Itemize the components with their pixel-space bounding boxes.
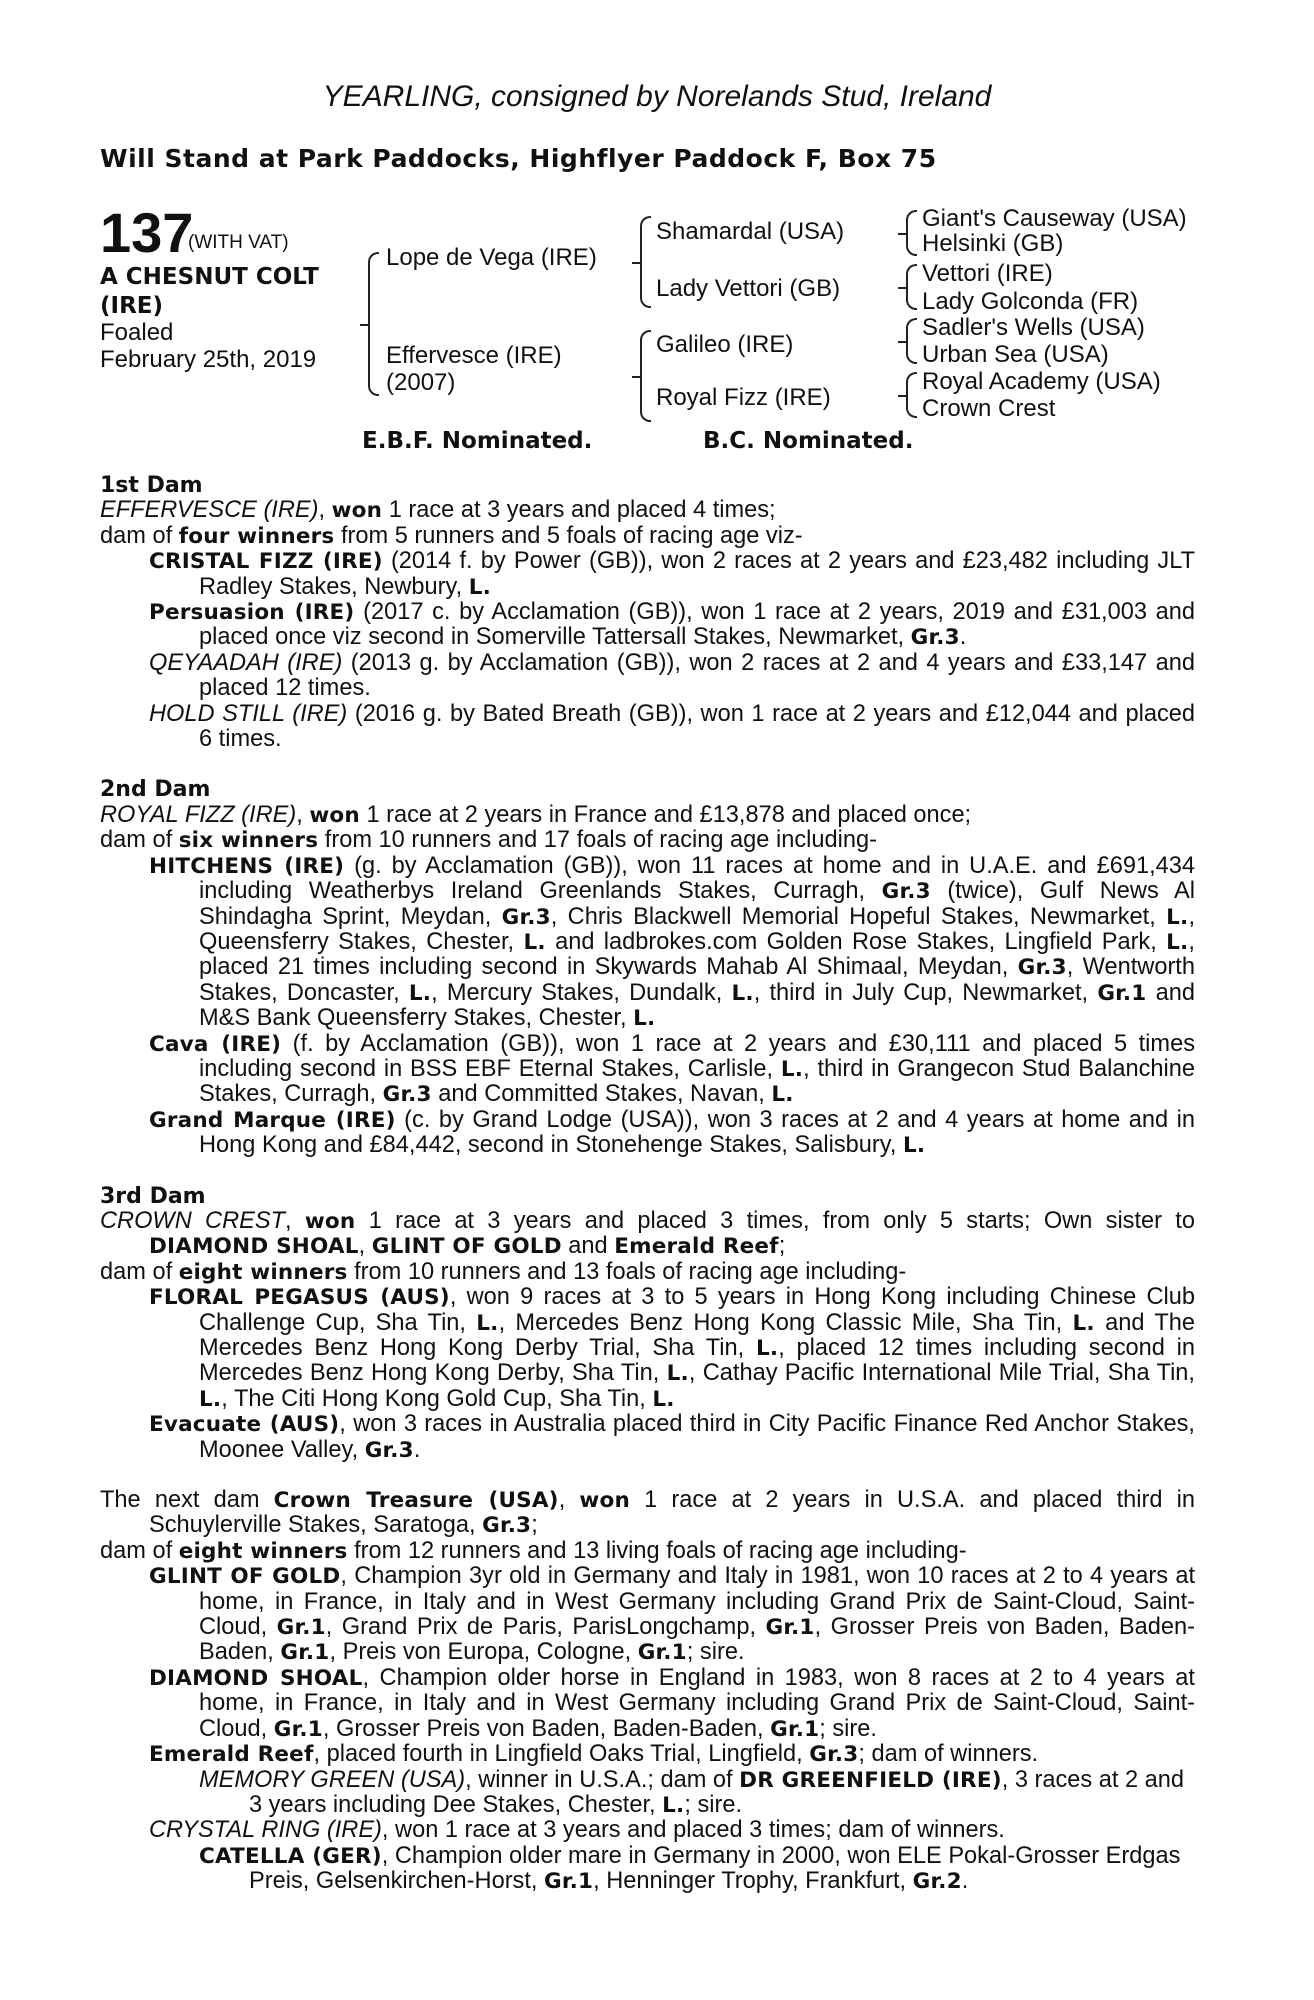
foaled-info — [100, 319, 316, 373]
produce-entry: CATELLA (GER), Champion older mare in Germany in 2000, won ELE Pokal-Grosser Erdgas Preis, Gelsenkirchen-Horst, Gr.1, Henninger Trophy, Frankfurt, Gr.2. — [199, 1842, 1181, 1895]
produce-entry: Persuasion (IRE) (2017 c. by Acclamation (GB)), won 1 race at 2 years, 2019 and £31,003 and placed once viz second in Somerville Tattersall Stakes, Newmarket, Gr.3. — [149, 599, 1195, 651]
produce-entry: Emerald Reef, placed fourth in Lingfield Oaks Trial, Lingfield, Gr.3; dam of winners. — [149, 1741, 1039, 1768]
second-dam-produce-summary: dam of six winners from 10 runners and 17 foals of racing age including- — [100, 827, 877, 854]
foaled-label: Foaled — [100, 319, 174, 346]
second-dam-heading: 2nd Dam — [100, 777, 211, 803]
produce-entry: GLINT OF GOLD, Champion 3yr old in Germany and Italy in 1981, won 10 races at 2 to 4 years at home, in France, in Italy and in West Germany including Grand Prix de Saint-Cloud, Saint-Cloud, Gr.1, Grand Prix de Paris, ParisLongchamp, Gr.1, Grosser Preis von Baden, Baden-Baden, Gr.1, Preis von Europa, Cologne, Gr.1; sire. — [149, 1563, 1196, 1666]
third-dam-record: CROWN CREST, won 1 race at 3 years and placed 3 times, from only 5 starts; Own sister to DIAMOND SHOAL, GLINT OF GOLD and Emerald Reef; — [100, 1207, 1195, 1260]
produce-entry: Grand Marque (IRE) (c. by Grand Lodge (USA)), won 3 races at 2 and 4 years at home and in Hong Kong and £84,442, second in Stonehenge Stakes, Salisbury, L. — [149, 1106, 1195, 1159]
pedigree-dam-dam: Royal Fizz (IRE) — [656, 384, 831, 411]
lot-description: A CHESNUT COLT (IRE) — [100, 264, 319, 319]
pedigree-dsd: Urban Sea (USA) — [922, 341, 1109, 368]
produce-entry: FLORAL PEGASUS (AUS), won 9 races at 3 to 5 years in Hong Kong including Chinese Club Challenge Cup, Sha Tin, L., Mercedes Benz Hong Kong Classic Mile, Sha Tin, L. and The Mercedes Benz Hong Kong Derby Trial, Sha Tin, L., placed 12 times including second in Mercedes Benz Hong Kong Derby, Sha Tin, L., Cathay Pacific International Mile Trial, Sha Tin, L., The Citi Hong Kong Gold Cup, Sha Tin, L. — [149, 1284, 1195, 1412]
pedigree-sds: Vettori (IRE) — [922, 260, 1053, 287]
pedigree-dam-sire: Galileo (IRE) — [656, 331, 794, 358]
pedigree-dam: Effervesce (IRE) — [386, 342, 562, 369]
produce-entry: HITCHENS (IRE) (g. by Acclamation (GB)), won 11 races at home and in U.A.E. and £691,434 including Weatherbys Ireland Greenlands Stakes, Curragh, Gr.3 (twice), Gulf News Al Shindagha Sprint, Meydan, Gr.3, Chris Blackwell Memorial Hopeful Stakes, Newmarket, L., Queensferry Stakes, Chester, L. and ladbrokes.com Golden Rose Stakes, Lingfield Park, L., placed 21 times including second in Skywards Mahab Al Shimaal, Meydan, Gr.3, Wentworth Stakes, Doncaster, L., Mercury Stakes, Dundalk, L., third in July Cup, Newmarket, Gr.1 and M&S Bank Queensferry Stakes, Chester, L. — [149, 852, 1196, 1032]
foaled-date: February 25th, 2019 — [100, 346, 317, 373]
produce-entry: QEYAADAH (IRE) (2013 g. by Acclamation (GB)), won 2 races at 2 and 4 years and £33,147 and placed 12 times. — [149, 649, 1195, 702]
pedigree-sire-dam: Lady Vettori (GB) — [656, 275, 841, 302]
pedigree-brace-ss — [906, 210, 917, 256]
produce-entry: DIAMOND SHOAL, Champion older horse in England in 1983, won 8 races at 2 to 4 years at home, in France, in Italy and in West Germany including Grand Prix de Saint-Cloud, Saint-Cloud, Gr.1, Grosser Preis von Baden, Baden-Baden, Gr.1; sire. — [149, 1664, 1195, 1742]
stand-location: Will Stand at Park Paddocks, Highflyer Paddock F, Box 75 — [100, 144, 937, 173]
pedigree-brace-sire — [640, 216, 651, 308]
pedigree-notes — [100, 473, 1195, 1895]
pedigree-brace-main — [368, 252, 379, 396]
produce-entry: CRISTAL FIZZ (IRE) (2014 f. by Power (GB)), won 2 races at 2 years and £23,482 including JLT Radley Stakes, Newbury, L. — [149, 548, 1196, 600]
produce-entry: Evacuate (AUS), won 3 races in Australia placed third in City Pacific Finance Red Anchor Stakes, Moonee Valley, Gr.3. — [149, 1411, 1195, 1463]
bc-nomination: B.C. Nominated. — [703, 428, 914, 454]
next-dam-produce-summary: dam of eight winners from 12 runners and 13 living foals of racing age including- — [100, 1537, 967, 1564]
third-dam-heading: 3rd Dam — [100, 1183, 206, 1209]
pedigree-brace-ds — [906, 318, 917, 364]
pedigree-brace-dam — [640, 330, 651, 422]
pedigree-ssd: Helsinki (GB) — [922, 230, 1064, 257]
pedigree-brace-sd — [906, 264, 917, 310]
produce-entry: CRYSTAL RING (IRE), won 1 race at 3 years and placed 3 times; dam of winners. — [149, 1817, 1005, 1844]
pedigree-brace-dd — [906, 372, 917, 418]
consignment-line: YEARLING, consigned by Norelands Stud, Ireland — [322, 80, 992, 113]
pedigree-ddd: Crown Crest — [922, 395, 1056, 422]
pedigree-dds: Royal Academy (USA) — [922, 368, 1161, 395]
vat-note: (WITH VAT) — [188, 232, 289, 253]
pedigree-sss: Giant's Causeway (USA) — [922, 205, 1187, 232]
produce-entry: HOLD STILL (IRE) (2016 g. by Bated Breath (GB)), won 1 race at 2 years and £12,044 and placed 6 times. — [149, 700, 1196, 753]
pedigree-dam-year: (2007) — [386, 369, 456, 396]
next-dam-record: The next dam Crown Treasure (USA), won 1 race at 2 years in U.S.A. and placed third in Schuylerville Stakes, Saratoga, Gr.3; — [100, 1487, 1195, 1539]
first-dam-record: EFFERVESCE (IRE), won 1 race at 3 years and placed 4 times; — [100, 497, 776, 524]
first-dam-heading: 1st Dam — [100, 473, 203, 498]
produce-entry: Cava (IRE) (f. by Acclamation (GB)), won 1 race at 2 years and £30,111 and placed 5 times including second in BSS EBF Eternal Stakes, Carlisle, L., third in Grangecon Stud Balanchine Stakes, Curragh, Gr.3 and Committed Stakes, Navan, L. — [149, 1030, 1195, 1108]
third-dam-produce-summary: dam of eight winners from 10 runners and 13 foals of racing age including- — [100, 1258, 907, 1285]
pedigree-sdd: Lady Golconda (FR) — [922, 288, 1139, 315]
second-dam-record: ROYAL FIZZ (IRE), won 1 race at 2 years in France and £13,878 and placed once; — [100, 801, 972, 828]
first-dam-produce-summary: dam of four winners from 5 runners and 5 foals of racing age viz- — [100, 522, 803, 549]
pedigree-sire-sire: Shamardal (USA) — [656, 218, 845, 245]
pedigree-sire: Lope de Vega (IRE) — [386, 244, 597, 271]
ebf-nomination: E.B.F. Nominated. — [362, 428, 593, 454]
lot-number: 137 — [100, 201, 194, 264]
pedigree-dss: Sadler's Wells (USA) — [922, 314, 1145, 341]
produce-entry: MEMORY GREEN (USA), winner in U.S.A.; dam of DR GREENFIELD (IRE), 3 races at 2 and 3 years including Dee Stakes, Chester, L.; sire. — [199, 1766, 1185, 1818]
